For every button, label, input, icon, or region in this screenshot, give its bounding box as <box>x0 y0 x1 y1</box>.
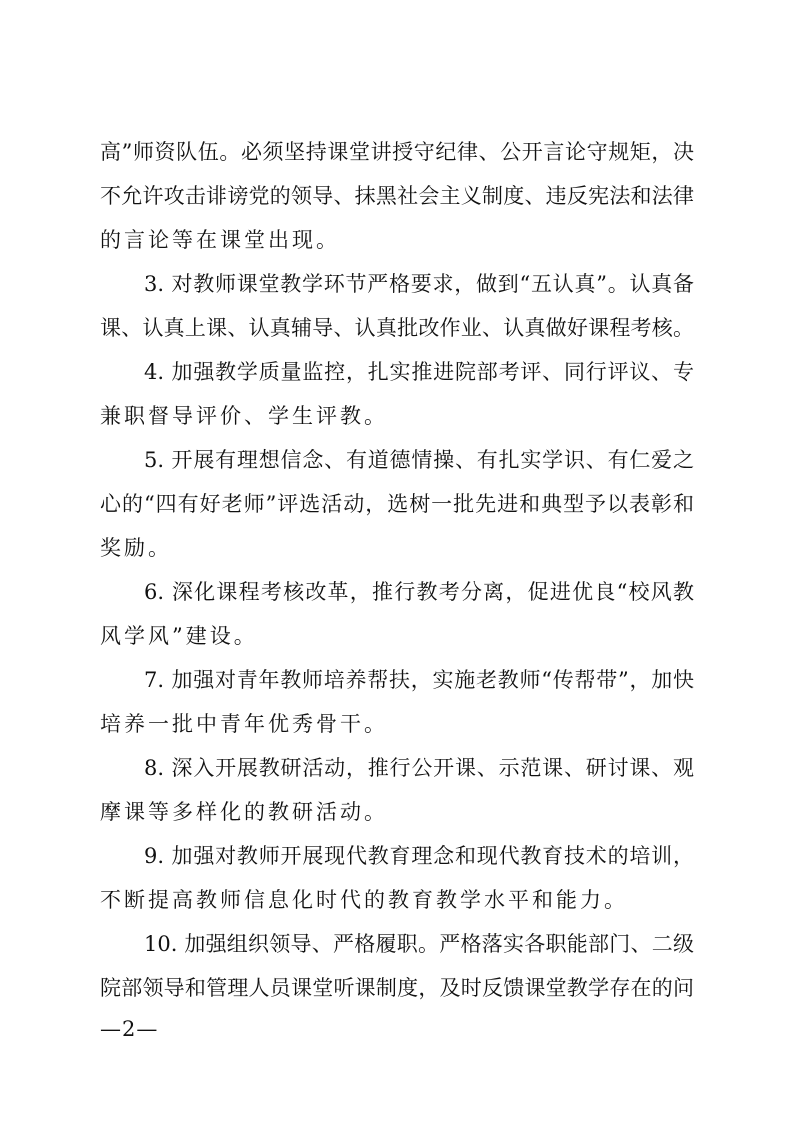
text-line: 的言论等在课堂出现。 <box>100 228 340 252</box>
paragraph-5-first-line: 5. 开展有理想信念、有道德情操、有扎实学识、有仁爱之 <box>144 448 694 472</box>
text-line: 课、认真上课、认真辅导、认真批改作业、认真做好课程考核。 <box>100 316 694 340</box>
text-line: 心的“四有好老师”评选活动，选树一批先进和典型予以表彰和 <box>100 492 694 516</box>
paragraph-8-first-line: 8. 深入开展教研活动，推行公开课、示范课、研讨课、观 <box>144 756 694 780</box>
text-line: 高”师资队伍。必须坚持课堂讲授守纪律、公开言论守规矩，决 <box>100 140 694 164</box>
paragraph-10-first-line: 10. 加强组织领导、严格履职。严格落实各职能部门、二级 <box>144 932 694 956</box>
text-line: 不允许攻击诽谤党的领导、抹黑社会主义制度、违反宪法和法律 <box>100 184 694 208</box>
paragraph-3-first-line: 3. 对教师课堂教学环节严格要求，做到“五认真”。认真备 <box>144 272 694 296</box>
paragraph-4-first-line: 4. 加强教学质量监控，扎实推进院部考评、同行评议、专 <box>144 360 694 384</box>
document-body <box>100 138 694 1018</box>
text-line: 不断提高教师信息化时代的教育教学水平和能力。 <box>100 888 628 912</box>
text-line: 风学风”建设。 <box>100 624 258 648</box>
text-line: 兼职督导评价、学生评教。 <box>100 404 388 428</box>
text-line: 奖励。 <box>100 536 172 560</box>
text-line: 培养一批中青年优秀骨干。 <box>100 712 388 736</box>
page-number: —2— <box>100 1017 159 1041</box>
text-line: 摩课等多样化的教研活动。 <box>100 800 388 824</box>
paragraph-7-first-line: 7. 加强对青年教师培养帮扶，实施老教师“传帮带”，加快 <box>144 668 694 692</box>
paragraph-9-first-line: 9. 加强对教师开展现代教育理念和现代教育技术的培训， <box>144 844 694 868</box>
paragraph-6-first-line: 6. 深化课程考核改革，推行教考分离，促进优良“校风教 <box>144 580 694 604</box>
text-line: 院部领导和管理人员课堂听课制度，及时反馈课堂教学存在的问 <box>100 976 694 1000</box>
